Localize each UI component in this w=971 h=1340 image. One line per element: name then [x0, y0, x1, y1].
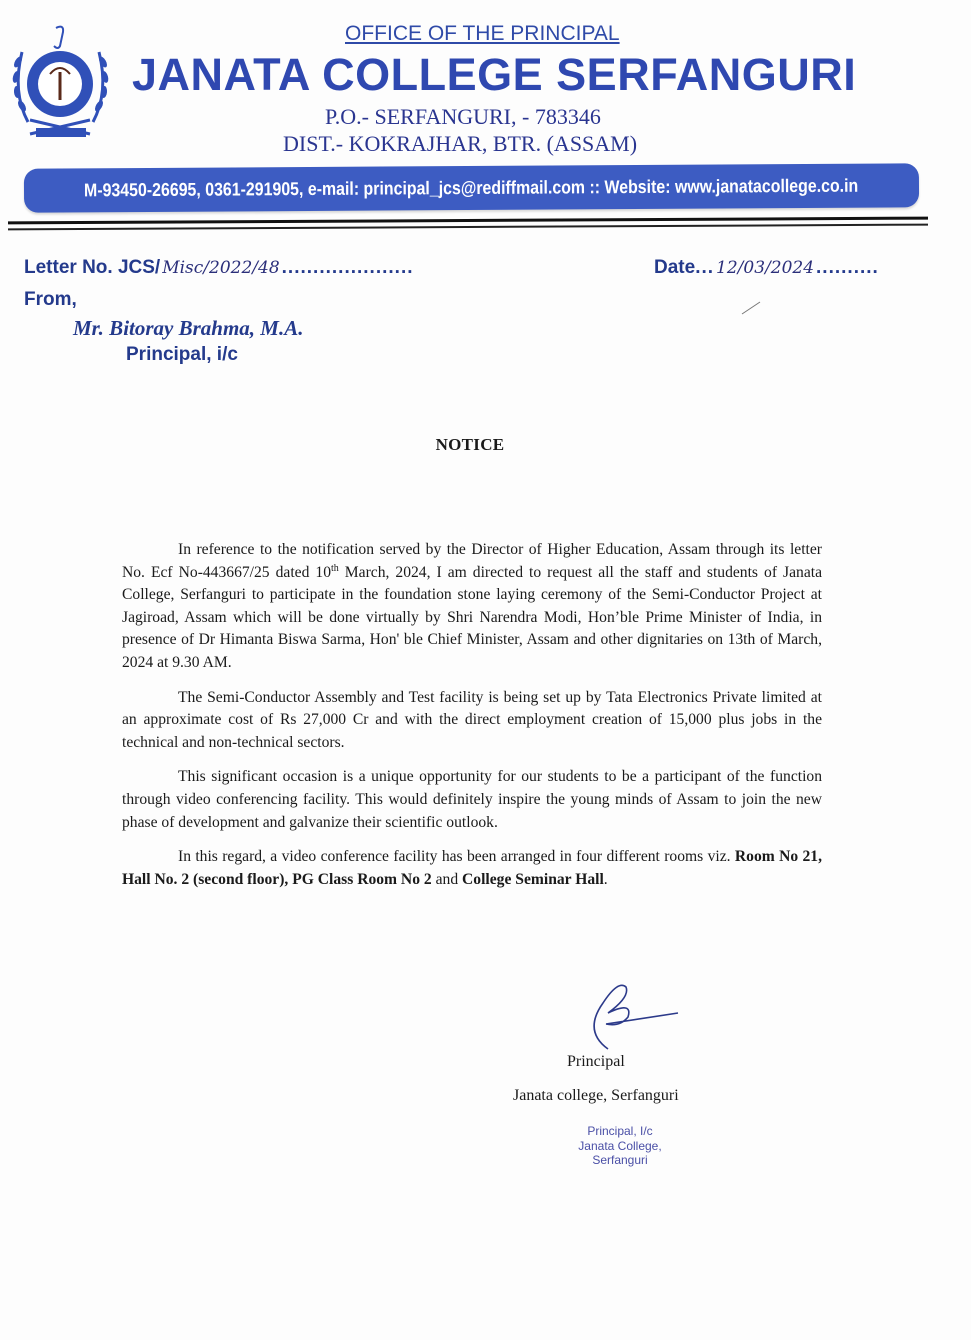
- signatory-role: Principal: [567, 1053, 625, 1070]
- contact-bar: [24, 163, 919, 212]
- district-address: DIST.- KOKRAJHAR, BTR. (ASSAM): [283, 131, 638, 156]
- date-value: 12/03/2024: [716, 258, 815, 278]
- sender-title: Principal, i/c: [126, 344, 238, 365]
- postal-address: P.O.- SERFANGURI, - 783346: [325, 104, 601, 129]
- paragraph-4-intro: In this regard, a video conference facility has been arranged in four different rooms viz.: [178, 848, 735, 866]
- paragraph-1: [122, 539, 822, 675]
- contact-info: M-93450-26695, 0361-291905, e-mail: principal_jcs@rediffmail.com :: Website: www.janatacollege.co.in: [84, 174, 859, 201]
- sender-name: Mr. Bitoray Brahma, M.A.: [73, 316, 304, 340]
- date-label: Date: [654, 257, 696, 278]
- room-list: Room No 21, Hall No. 2 (second floor), PG Class Room No 2: [122, 848, 822, 888]
- stamp-line: Janata College,: [578, 1138, 662, 1153]
- paragraph-1-text-a: In reference to the notification served by the Director of Higher Education, Assam through its letter No. Ecf No-443667/25 dated 10: [122, 541, 822, 581]
- letter-number-value: Misc/2022/48: [162, 258, 280, 278]
- conjunction: and: [431, 870, 463, 888]
- paragraph-4: [122, 846, 822, 891]
- notice-heading: NOTICE: [435, 435, 505, 454]
- dotted-leader: ..........: [816, 257, 879, 278]
- college-logo: [8, 22, 113, 142]
- paragraph-2: The Semi-Conductor Assembly and Test facility is being set up by Tata Electronics Private limited at an approximate cost of Rs 27,000 Cr and with the direct employment creation of 15,000 plus jobs in the technical and non-technical sectors.: [122, 688, 822, 751]
- signatory-college: Janata college, Serfanguri: [513, 1087, 679, 1104]
- stamp-line: Principal, I/c: [587, 1124, 653, 1138]
- office-title: OFFICE OF THE PRINCIPAL: [345, 22, 620, 45]
- ordinal-suffix: th: [331, 562, 339, 574]
- letter-date: [654, 256, 879, 280]
- stamp-line: Serfanguri: [592, 1153, 648, 1167]
- paragraph-3: This significant occasion is a unique opportunity for our students to be a participant of the function through video conferencing facility. This would definitely inspire the young minds of Assam to join the new phase of development and galvanize their scientific outlook.: [122, 768, 822, 831]
- dotted-leader: .....................: [281, 257, 414, 278]
- letter-number: [24, 256, 414, 280]
- principal-signature: [578, 975, 688, 1053]
- period: .: [603, 870, 608, 888]
- pen-mark: [740, 300, 762, 316]
- letter-number-label: Letter No. JCS/: [24, 257, 161, 278]
- seminar-hall: College Seminar Hall: [462, 870, 604, 888]
- notice-body: [122, 539, 822, 891]
- from-label: From,: [24, 289, 77, 310]
- dotted-leader: ...: [695, 257, 715, 278]
- header-rule: [8, 217, 928, 225]
- principal-stamp: [550, 1124, 690, 1168]
- header-rule-thin: [8, 224, 928, 230]
- college-name: JANATA COLLEGE SERFANGURI: [132, 49, 857, 100]
- paragraph-1-text-b: March, 2024, I am directed to request all the staff and students of Janata College, Serfanguri to participate in the foundation stone laying ceremony of the Semi-Conductor Project at Jagiroad, Assam which will be done virtually by Shri Narendra Modi, Hon’ble Prime Minister of India, in presence of Dr Himanta Biswa Sarma, Hon' ble Chief Minister, Assam and other dignitaries on 13th of March, 2024 at 9.30 AM.: [122, 563, 822, 671]
